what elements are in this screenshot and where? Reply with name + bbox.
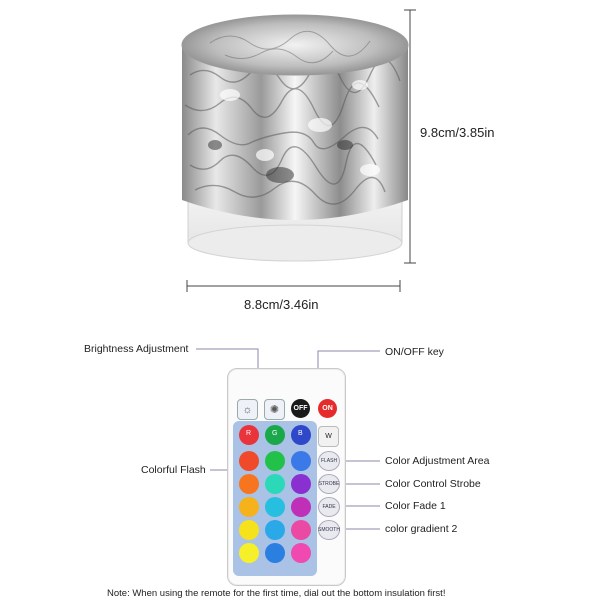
color-grid-button[interactable] (265, 497, 285, 517)
color-grid-button[interactable] (291, 520, 311, 540)
color-adjust-callout: Color Adjustment Area (385, 455, 490, 467)
colorful-flash-callout: Colorful Flash (141, 464, 206, 476)
strobe-callout: Color Control Strobe (385, 478, 481, 490)
color-grid-button[interactable] (265, 474, 285, 494)
width-dimension-label: 8.8cm/3.46in (244, 297, 319, 312)
strobe-button[interactable]: STROBE (318, 474, 340, 494)
color-grid-button[interactable] (291, 474, 311, 494)
color-grid-button[interactable] (239, 451, 259, 471)
fade-button[interactable]: FADE (318, 497, 340, 517)
red-label: R (246, 430, 252, 437)
smooth-button[interactable]: SMOOTH (318, 520, 340, 540)
brightness-up-button[interactable] (264, 399, 285, 420)
sun-bright-icon: ✺ (269, 404, 280, 416)
on-button[interactable]: ON (318, 399, 337, 418)
remote-control (227, 368, 346, 586)
off-button[interactable]: OFF (291, 399, 310, 418)
gradient-callout: color gradient 2 (385, 523, 458, 535)
color-grid-button[interactable] (291, 451, 311, 471)
color-grid-button[interactable] (239, 474, 259, 494)
red-button[interactable] (239, 425, 259, 445)
color-grid-button[interactable] (265, 520, 285, 540)
sun-dim-icon: ☼ (242, 403, 253, 416)
blue-button[interactable] (291, 425, 311, 445)
brightness-down-button[interactable] (237, 399, 258, 420)
flash-button[interactable]: FLASH (318, 451, 340, 471)
color-grid-button[interactable] (239, 497, 259, 517)
insulation-note: Note: When using the remote for the first time, dial out the bottom insulation first! (107, 588, 446, 599)
color-grid-button[interactable] (265, 543, 285, 563)
onoff-callout: ON/OFF key (385, 346, 444, 358)
white-button[interactable]: W (318, 426, 339, 447)
fade-callout: Color Fade 1 (385, 500, 446, 512)
color-grid-button[interactable] (239, 520, 259, 540)
color-grid-button[interactable] (239, 543, 259, 563)
color-grid-button[interactable] (291, 497, 311, 517)
green-label: G (272, 430, 278, 437)
green-button[interactable] (265, 425, 285, 445)
blue-label: B (298, 430, 303, 437)
brightness-callout: Brightness Adjustment (84, 343, 189, 355)
height-dimension-label: 9.8cm/3.85in (420, 125, 495, 140)
color-grid-button[interactable] (291, 543, 311, 563)
color-grid-button[interactable] (265, 451, 285, 471)
